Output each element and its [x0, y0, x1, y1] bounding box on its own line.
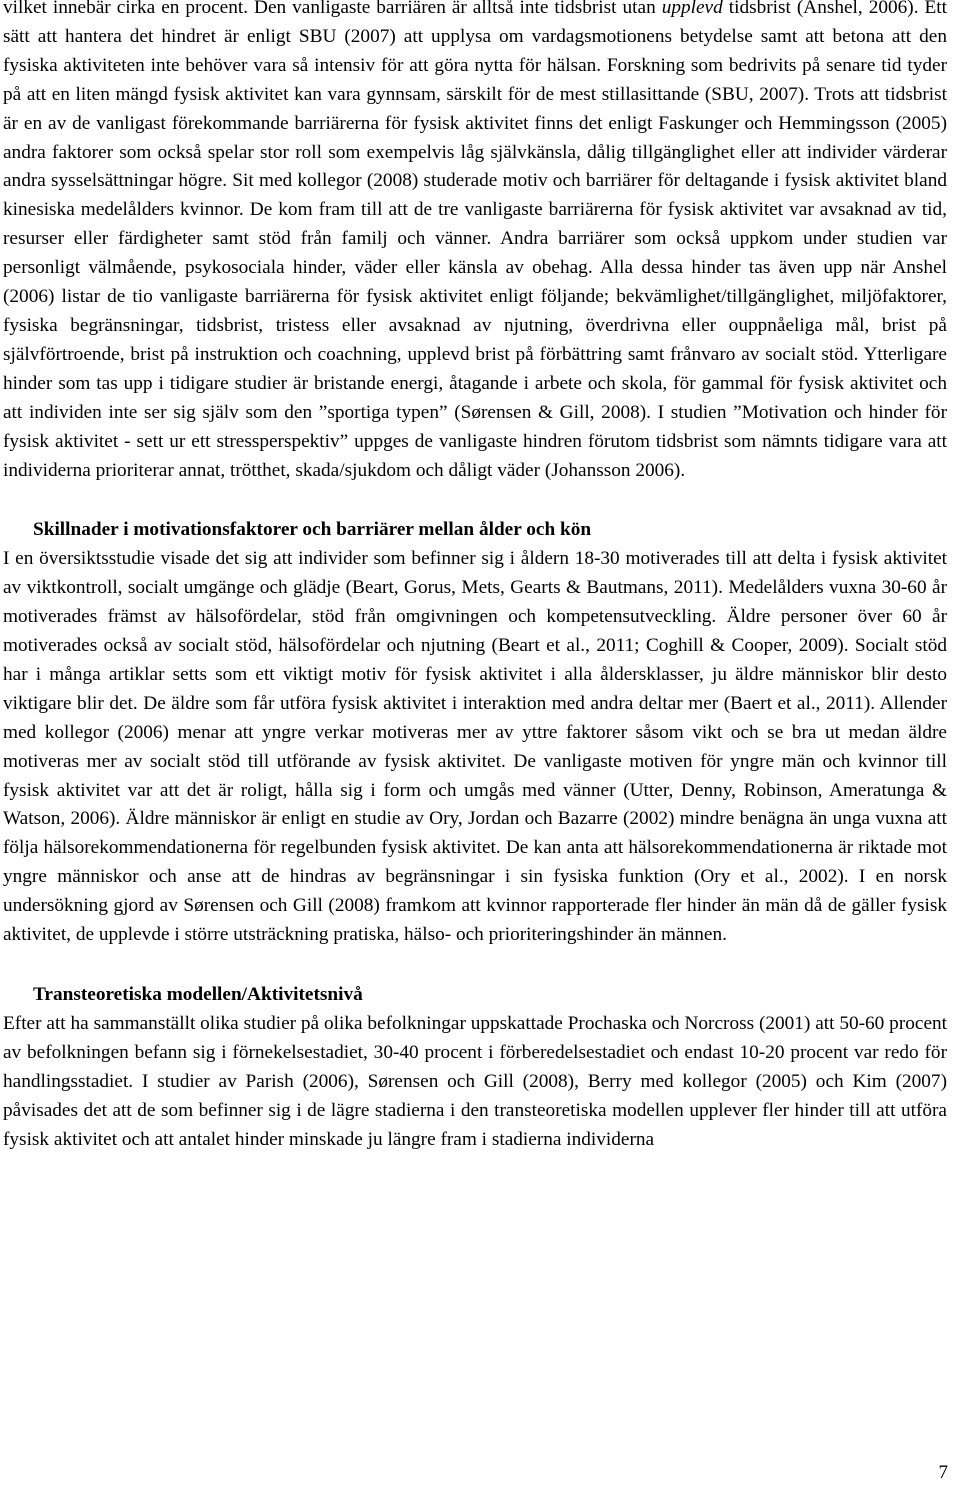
- body-paragraph-3: Efter att ha sammanställt olika studier på olika befolkningar uppskattade Prochaska och Norcross (2001) att 50-60 procent av befolkningen befann sig i förnekelsestadiet, 30-40 procent i förberedelsestadiet och endast 10-20 procent var redo för handlingsstadiet. I studier av Parish (2006), Sørensen och Gill (2008), Berry med kollegor (2005) och Kim (2007) påvisades det att de som befinner sig i de lägre stadierna i den transteoretiska modellen upplever fler hinder till att utföra fysisk aktivitet och att antalet hinder minskade ju längre fram i stadierna individerna: [3, 1012, 947, 1150]
- section-heading-1: Skillnader i motivationsfaktorer och barriärer mellan ålder och kön: [33, 519, 592, 541]
- body-paragraph-2: I en översiktsstudie visade det sig att individer som befinner sig i åldern 18-30 motiverades till att delta i fysisk aktivitet av viktkontroll, socialt umgänge och glädje (Beart, Gorus, Mets, Gearts & Bautmans, 2011). Medelålders vuxna 30-60 år motiverades främst av hälsofördelar, stöd från omgivningen och kompetensutveckling. Äldre personer över 60 år motiverades också av socialt stöd, hälsofördelar och njutning (Beart et al., 2011; Coghill & Cooper, 2009). Socialt stöd har i många artiklar setts som ett viktigt motiv för fysisk aktivitet i alla åldersklasser, ju äldre människor blir desto viktigare blir det. De äldre som får utföra fysisk aktivitet i interaktion med andra deltar mer (Baert et al., 2011). Allender med kollegor (2006) menar att yngre verkar motiveras mer av yttre faktorer såsom vikt och se bra ut medan äldre motiveras mer av socialt stöd till utförande av fysisk aktivitet. De vanligaste motiven för yngre män och kvinnor till fysisk aktivitet var att det är roligt, hålla sig i form och umgås med vänner (Utter, Denny, Robinson, Ameratunga & Watson, 2006). Äldre människor är enligt en studie av Ory, Jordan och Bazarre (2002) mindre benägna än unga vuxna att följa hälsorekommendationerna för regelbunden fysisk aktivitet. De kan anta att hälsorekommendationerna är riktade mot yngre människor och anse att de hindras av begränsningar i sin fysiska funktion (Ory et al., 2002). I en norsk undersökning gjord av Sørensen och Gill (2008) framkom att kvinnor rapporterade fler hinder än män då de gäller fysisk aktivitet, de upplevde i större utsträckning pratiska, hälso- och prioriteringshinder än männen.: [3, 548, 947, 946]
- paragraph-1-text-b: tidsbrist (Anshel, 2006). Ett sätt att hantera det hindret är enligt SBU (2007) att upplysa om vardagsmotionens betydelse samt att betona att den fysiska aktiviteten inte behöver vara så intensiv för att göra nytta för hälsan. Forskning som bedrivits på senare tid tyder på att en liten mängd fysisk aktivitet kan vara gynnsam, särskilt för de mest stillasittande (SBU, 2007). Trots att tidsbrist är en av de vanligast förekommande barriärerna för fysisk aktivitet finns det enligt Faskunger och Hemmingsson (2005) andra faktorer som också spelar stor roll som exempelvis låg självkänsla, dålig tillgänglighet eller att individer värderar andra sysselsättningar högre. Sit med kollegor (2008) studerade motiv och barriärer för deltagande i fysisk aktivitet bland kinesiska medelålders kvinnor. De kom fram till att de tre vanligaste barriärerna för fysisk aktivitet var avsaknad av tid, resurser eller färdigheter samt stöd från familj och vänner. Andra barriärer som också uppkom under studien var personligt välmående, psykosociala hinder, väder eller känsla av obehag. Alla dessa hinder tas även upp när Anshel (2006) listar de tio vanligaste barriärerna för fysisk aktivitet enligt följande; bekvämlighet/tillgänglighet, miljöfaktorer, fysiska begränsningar, tidsbrist, tristess eller avsaknad av njutning, överdrivna eller ouppnåeliga mål, brist på självförtroende, brist på instruktion och coachning, upplevd brist på förbättring samt frånvaro av socialt stöd. Ytterligare hinder som tas upp i tidigare studier är bristande energi, åtagande i arbete och skola, för gammal för fysisk aktivitet och att individen inte ser sig själv som den ”sportiga typen” (Sørensen & Gill, 2008). I studien ”Motivation och hinder för fysisk aktivitet - sett ur ett stressperspektiv” uppges de vanligaste hindren förutom tidsbrist som nämnts tidigare vara att individerna prioriterar annat, trötthet, skada/sjukdom och dåligt väder (Johansson 2006).: [3, 0, 947, 481]
- paragraph-1-text-a: vilket innebär cirka en procent. Den vanligaste barriären är alltså inte tidsbrist utan: [3, 0, 662, 18]
- section-spacer: [3, 950, 947, 981]
- page-number: 7: [938, 1462, 948, 1483]
- body-paragraph-1: [3, 0, 947, 485]
- section-heading-2: Transteoretiska modellen/Aktivitetsnivå: [33, 984, 363, 1005]
- paragraph-1-italic: upplevd: [661, 0, 723, 18]
- section-spacer: [3, 485, 947, 516]
- document-page: [3, 0, 947, 1154]
